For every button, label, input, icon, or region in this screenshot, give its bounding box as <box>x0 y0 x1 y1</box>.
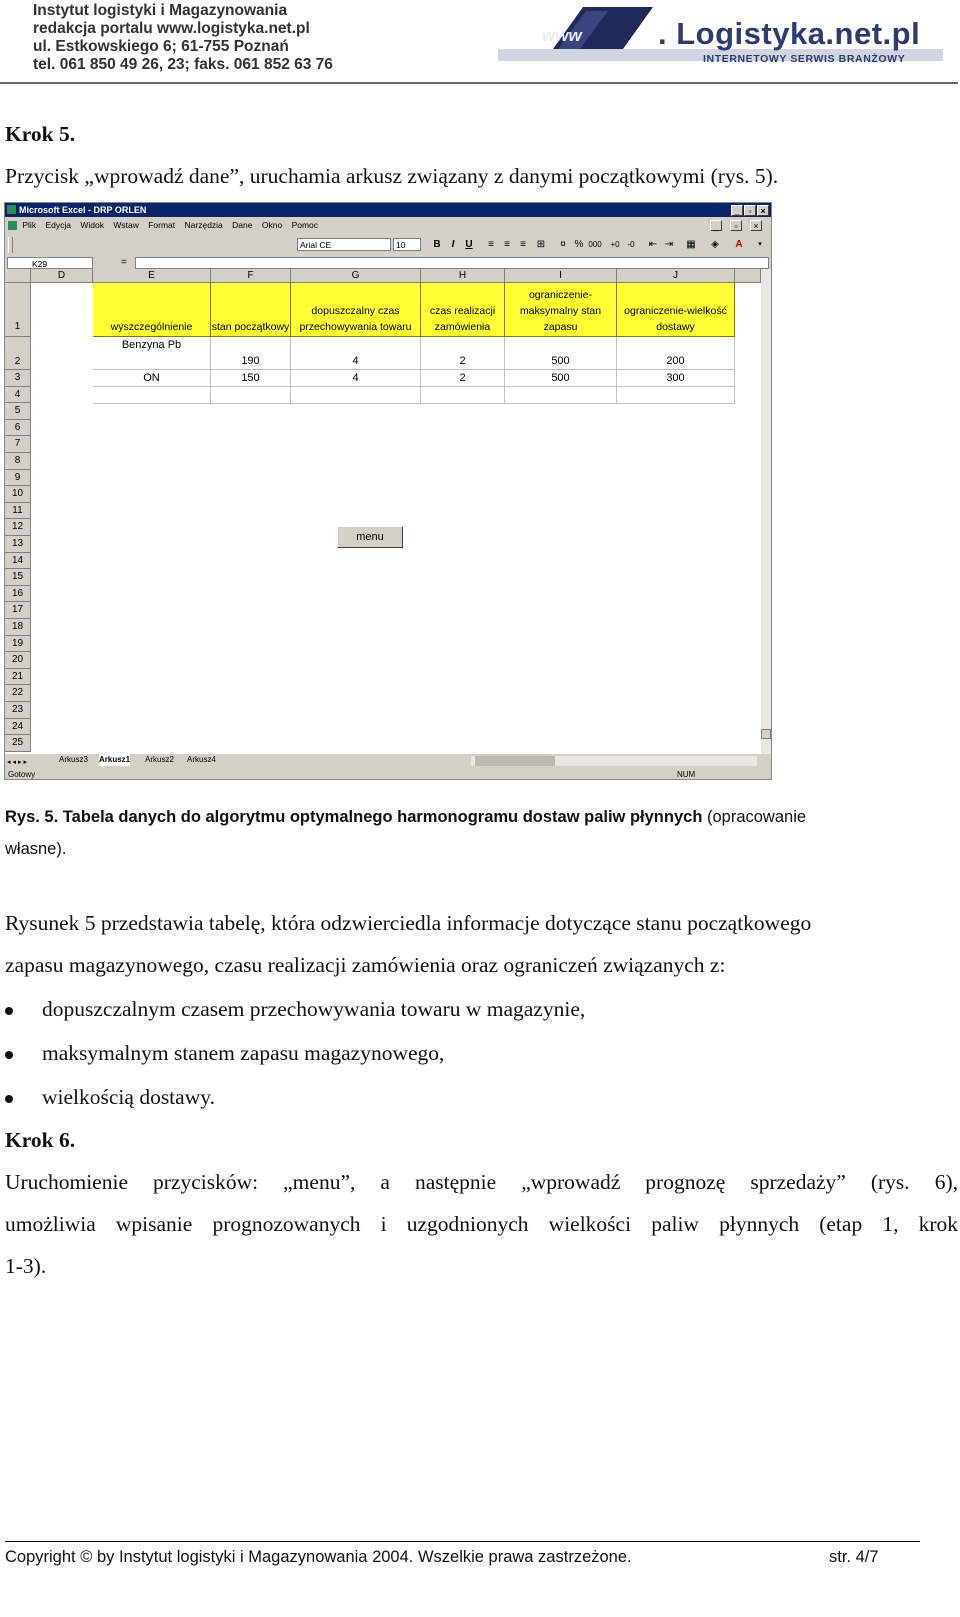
minimize-button[interactable]: _ <box>731 205 743 216</box>
logo-tagline: INTERNETOWY SERWIS BRANŻOWY <box>703 53 906 65</box>
align-right-icon[interactable]: ≡ <box>520 239 526 250</box>
bullet-icon <box>5 1051 13 1059</box>
header-cell-wielkosc-dostawy[interactable]: ograniczenie-wielkość dostawy <box>617 283 735 337</box>
row-header[interactable]: 13 <box>5 536 31 553</box>
row-header[interactable]: 7 <box>5 436 31 453</box>
institute-name: Instytut logistyki i Magazynowania <box>33 2 288 19</box>
data-cell[interactable]: 500 <box>505 370 617 387</box>
menu-dane[interactable]: Dane <box>232 220 253 230</box>
select-all-corner[interactable] <box>5 269 31 283</box>
header-cell-wyszczegolnienie[interactable]: wyszczególnienie <box>93 283 211 337</box>
empty-cell[interactable] <box>93 387 211 404</box>
data-cell[interactable]: 150 <box>211 370 291 387</box>
formula-bar <box>5 256 771 270</box>
status-ready: Gotowy <box>8 770 36 779</box>
merge-center-icon[interactable]: ⊞ <box>536 239 546 250</box>
row-header[interactable]: 1 <box>5 283 31 337</box>
tab-arkusz1[interactable]: Arkusz1 <box>99 755 131 764</box>
window-controls <box>730 204 769 218</box>
row-header[interactable]: 12 <box>5 519 31 536</box>
paragraph-line: Rysunek 5 przedstawia tabelę, która odzwierciedla informacje dotyczące stanu początkowego <box>5 911 812 935</box>
data-cell[interactable]: 4 <box>291 337 421 370</box>
tab-scroll-arrows-icon[interactable]: ◂◂▸▸ <box>7 759 30 766</box>
empty-cell[interactable] <box>291 387 421 404</box>
caption-title: Rys. 5. Tabela danych do algorytmu optymalnego harmonogramu dostaw paliw płynnych <box>5 808 703 826</box>
editorial-address: redakcja portalu www.logistyka.net.pl <box>33 20 310 37</box>
column-header-extra[interactable] <box>735 269 761 283</box>
empty-cell[interactable] <box>505 387 617 404</box>
empty-cell[interactable] <box>211 387 291 404</box>
font-size-select[interactable]: 10 <box>393 238 421 251</box>
row-header[interactable]: 21 <box>5 669 31 686</box>
status-num: NUM <box>677 770 696 779</box>
logo-www-text: www <box>542 26 582 45</box>
row-header[interactable]: 6 <box>5 420 31 437</box>
wb-close-button[interactable]: × <box>750 220 762 231</box>
row-header[interactable]: 24 <box>5 719 31 736</box>
row-header[interactable]: 22 <box>5 685 31 702</box>
sheet-tabs-bar <box>5 754 771 768</box>
workbook-icon <box>8 221 17 230</box>
step5-text: Przycisk „wprowadź dane”, uruchamia arkusz związany z danymi początkowymi (rys. 5). <box>5 164 779 188</box>
page-number: str. 4/7 <box>829 1548 879 1566</box>
thousands-icon[interactable]: 000 <box>588 240 602 249</box>
bullet-text: dopuszczalnym czasem przechowywania towaru w magazynie, <box>42 997 586 1021</box>
phone-fax: tel. 061 850 49 26, 23; faks. 061 852 63 76 <box>33 56 333 73</box>
toolbar-grip[interactable] <box>8 237 13 253</box>
wb-restore-button[interactable]: ▫ <box>730 220 742 231</box>
bullet-icon <box>5 1095 13 1103</box>
data-cell[interactable]: 2 <box>421 337 505 370</box>
institute-address-block <box>33 2 333 74</box>
excel-app-icon <box>7 205 16 214</box>
column-header[interactable]: F <box>211 269 291 283</box>
step6-line: 1-3). <box>5 1254 47 1278</box>
step6-heading: Krok 6. <box>5 1128 76 1152</box>
caption-source: (opracowanie <box>702 808 807 826</box>
excel-window-title: Microsoft Excel - DRP ORLEN <box>19 205 147 215</box>
formatting-toolbar <box>5 234 771 256</box>
data-cell[interactable]: 2 <box>421 370 505 387</box>
row-header[interactable]: 9 <box>5 470 31 487</box>
header-cell-dopuszczalny-czas[interactable]: dopuszczalny czas przechowywania towaru <box>291 283 421 337</box>
tab-arkusz4[interactable]: Arkusz4 <box>187 755 216 764</box>
row-header[interactable]: 20 <box>5 652 31 669</box>
formula-equals-icon[interactable]: = <box>121 257 127 268</box>
toolbar-options-icon[interactable]: ▾ <box>758 241 762 248</box>
row-header[interactable]: 15 <box>5 569 31 586</box>
data-cell-benzyna-pb[interactable]: Benzyna Pb <box>93 337 211 370</box>
logo-main-text: . Logistyka.net.pl <box>658 16 921 51</box>
data-cell[interactable]: 190 <box>211 337 291 370</box>
data-cell[interactable]: 200 <box>617 337 735 370</box>
bullet-icon <box>5 1007 13 1015</box>
increase-decimal-icon[interactable]: +0 <box>610 240 620 249</box>
row-header[interactable]: 3 <box>5 370 31 387</box>
data-cell[interactable]: 500 <box>505 337 617 370</box>
row-header[interactable]: 18 <box>5 619 31 636</box>
column-header[interactable]: E <box>93 269 211 283</box>
header-cell-maks-stan-zapasu[interactable]: ograniczenie-maksymalny stan zapasu <box>505 283 617 337</box>
underline-icon[interactable]: U <box>465 239 473 250</box>
bullet-text: maksymalnym stanem zapasu magazynowego, <box>42 1041 445 1065</box>
decrease-decimal-icon[interactable]: -0 <box>627 240 635 249</box>
menu-narzedzia[interactable]: Narzędzia <box>184 220 223 230</box>
font-color-icon[interactable]: A <box>735 239 743 250</box>
figure-caption <box>5 808 806 827</box>
data-cell[interactable]: 4 <box>291 370 421 387</box>
vertical-scroll-thumb[interactable] <box>761 729 771 739</box>
restore-button[interactable]: ▫ <box>744 205 756 216</box>
workbook-controls <box>709 219 769 233</box>
empty-cell[interactable] <box>617 387 735 404</box>
align-left-icon[interactable]: ≡ <box>488 239 494 250</box>
excel-title-bar <box>5 203 771 217</box>
row-header[interactable]: 19 <box>5 636 31 653</box>
menu-button[interactable]: menu <box>337 526 403 548</box>
formula-input[interactable] <box>135 257 769 269</box>
decrease-indent-icon[interactable]: ⇤ <box>648 239 658 250</box>
column-header[interactable]: I <box>505 269 617 283</box>
horizontal-scrollbar[interactable] <box>471 756 757 766</box>
percent-icon[interactable]: % <box>574 239 584 250</box>
column-header[interactable]: H <box>421 269 505 283</box>
excel-menu-bar <box>5 218 771 232</box>
header-divider <box>0 82 958 84</box>
currency-icon[interactable]: ¤ <box>560 239 566 250</box>
row-header[interactable]: 5 <box>5 403 31 420</box>
tab-arkusz3[interactable]: Arkusz3 <box>59 755 88 764</box>
row-header[interactable]: 8 <box>5 453 31 470</box>
header-cell-czas-realizacji[interactable]: czas realizacji zamówienia <box>421 283 505 337</box>
row-header[interactable]: 2 <box>5 337 31 370</box>
spreadsheet-grid <box>5 269 771 754</box>
excel-window <box>4 202 772 780</box>
row-header[interactable]: 4 <box>5 387 31 404</box>
step6-line: umożliwia wpisanie prognozowanych i uzgodnionych wielkości paliw płynnych (etap 1, krok <box>5 1212 958 1236</box>
header-cell-stan-poczatkowy[interactable]: stan początkowy <box>211 283 291 337</box>
row-header[interactable]: 11 <box>5 503 31 520</box>
tab-arkusz2[interactable]: Arkusz2 <box>145 755 174 764</box>
status-bar <box>5 769 771 780</box>
bold-icon[interactable]: B <box>433 239 441 250</box>
menu-pomoc[interactable]: Pomoc <box>291 220 319 230</box>
wb-minimize-button[interactable]: _ <box>710 220 722 231</box>
menu-okno[interactable]: Okno <box>261 220 283 230</box>
menu-plik[interactable]: Plik <box>22 220 37 230</box>
menu-wstaw[interactable]: Wstaw <box>113 220 139 230</box>
empty-cell[interactable] <box>421 387 505 404</box>
data-cell-on[interactable]: ON <box>93 370 211 387</box>
caption-continuation: własne). <box>5 840 67 858</box>
column-header[interactable]: G <box>291 269 421 283</box>
column-header[interactable]: D <box>31 269 93 283</box>
menu-format[interactable]: Format <box>148 220 176 230</box>
column-header[interactable]: J <box>617 269 735 283</box>
paragraph-line: zapasu magazynowego, czasu realizacji zamówienia oraz ograniczeń związanych z: <box>5 953 726 977</box>
footer-copyright: Copyright © by Instytut logistyki i Magazynowania 2004. Wszelkie prawa zastrzeżone. <box>5 1548 632 1566</box>
row-header[interactable]: 10 <box>5 486 31 503</box>
fill-color-icon[interactable]: ◈ <box>711 239 719 250</box>
row-header[interactable]: 25 <box>5 735 31 752</box>
row-header[interactable]: 16 <box>5 586 31 603</box>
step6-line: Uruchomienie przycisków: „menu”, a następnie „wprowadź prognozę sprzedaży” (rys. 6), <box>5 1170 958 1194</box>
data-cell[interactable]: 300 <box>617 370 735 387</box>
bullet-text: wielkością dostawy. <box>42 1085 215 1109</box>
italic-icon[interactable]: I <box>451 239 455 250</box>
row-header[interactable]: 14 <box>5 553 31 570</box>
row-header[interactable]: 23 <box>5 702 31 719</box>
close-button[interactable]: × <box>757 205 769 216</box>
name-box[interactable]: K29 <box>7 257 93 269</box>
footer-divider <box>5 1541 920 1542</box>
horizontal-scroll-thumb[interactable] <box>475 756 555 766</box>
row-header[interactable]: 17 <box>5 602 31 619</box>
borders-icon[interactable]: ▦ <box>686 239 696 250</box>
step5-heading: Krok 5. <box>5 122 76 146</box>
font-name-select[interactable]: Arial CE <box>297 238 391 251</box>
vertical-scrollbar[interactable] <box>761 269 771 754</box>
increase-indent-icon[interactable]: ⇥ <box>664 239 674 250</box>
column-headers <box>5 269 761 283</box>
menu-edycja[interactable]: Edycja <box>45 220 71 230</box>
align-center-icon[interactable]: ≡ <box>504 239 510 250</box>
street-address: ul. Estkowskiego 6; 61-755 Poznań <box>33 38 289 55</box>
menu-widok[interactable]: Widok <box>80 220 104 230</box>
